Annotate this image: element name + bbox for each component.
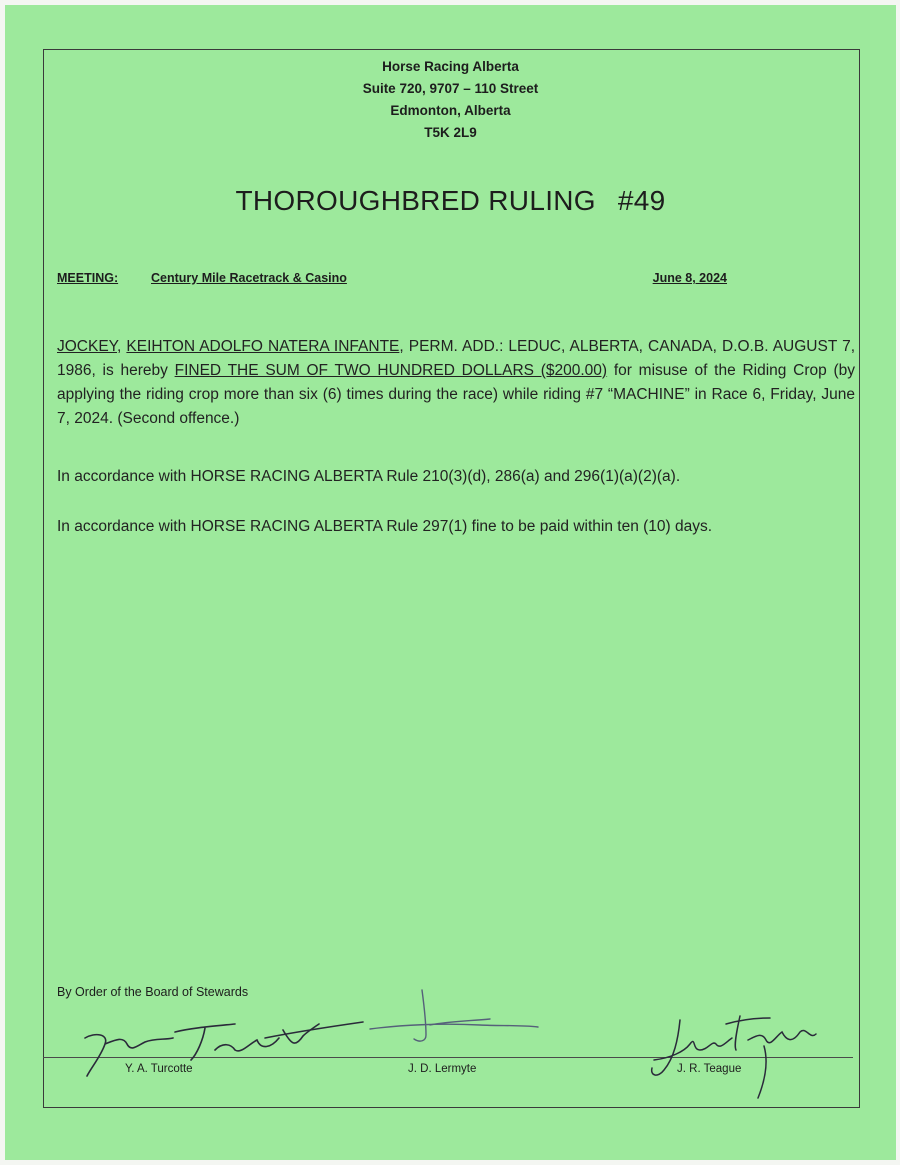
ruling-text-2: for misuse of the Riding Crop (by applying the riding crop more than six (6) times during the race) while riding #7 “MACHINE” in Race 6, Friday, June 7, 2024. (Second offence.) — [57, 362, 856, 427]
org-city: Edmonton, Alberta — [390, 103, 511, 118]
steward-name-turcotte: Y. A. Turcotte — [125, 1063, 193, 1075]
turcotte-signature — [65, 1010, 365, 1085]
separator-text: , — [117, 338, 127, 355]
letterhead — [5, 56, 896, 144]
ruling-title: THOROUGHBRED RULING — [235, 185, 596, 216]
meeting-date: June 8, 2024 — [652, 271, 727, 285]
steward-name-teague: J. R. Teague — [677, 1063, 742, 1075]
meeting-label: MEETING: — [57, 271, 119, 285]
ruling-number: #49 — [617, 185, 666, 216]
person-name: KEIHTON ADOLFO NATERA INFANTE — [126, 338, 400, 355]
rule-reference-2: In accordance with HORSE RACING ALBERTA Rule 297(1) fine to be paid within ten (10) days. — [57, 518, 713, 535]
org-name: Horse Racing Alberta — [382, 59, 519, 74]
lermyte-signature — [360, 985, 550, 1055]
org-address: Suite 720, 9707 – 110 Street — [362, 81, 539, 96]
meeting-venue: Century Mile Racetrack & Casino — [151, 271, 347, 285]
ruling-paragraph — [57, 335, 855, 431]
fine-text: FINED THE SUM OF TWO HUNDRED DOLLARS ($200.00) — [174, 362, 608, 379]
org-postal: T5K 2L9 — [424, 125, 477, 140]
teague-signature — [640, 1010, 840, 1105]
order-statement: By Order of the Board of Stewards — [57, 985, 249, 999]
ruling-text-1: , PERM. ADD.: LEDUC, ALBERTA, CANADA, D.O.B. AUGUST 7, 1986, is hereby — [57, 338, 856, 379]
rule-reference-1: In accordance with HORSE RACING ALBERTA Rule 210(3)(d), 286(a) and 296(1)(a)(2)(a). — [57, 468, 681, 485]
steward-name-lermyte: J. D. Lermyte — [408, 1063, 477, 1075]
role-text: JOCKEY — [57, 338, 118, 355]
page-title — [5, 185, 896, 217]
